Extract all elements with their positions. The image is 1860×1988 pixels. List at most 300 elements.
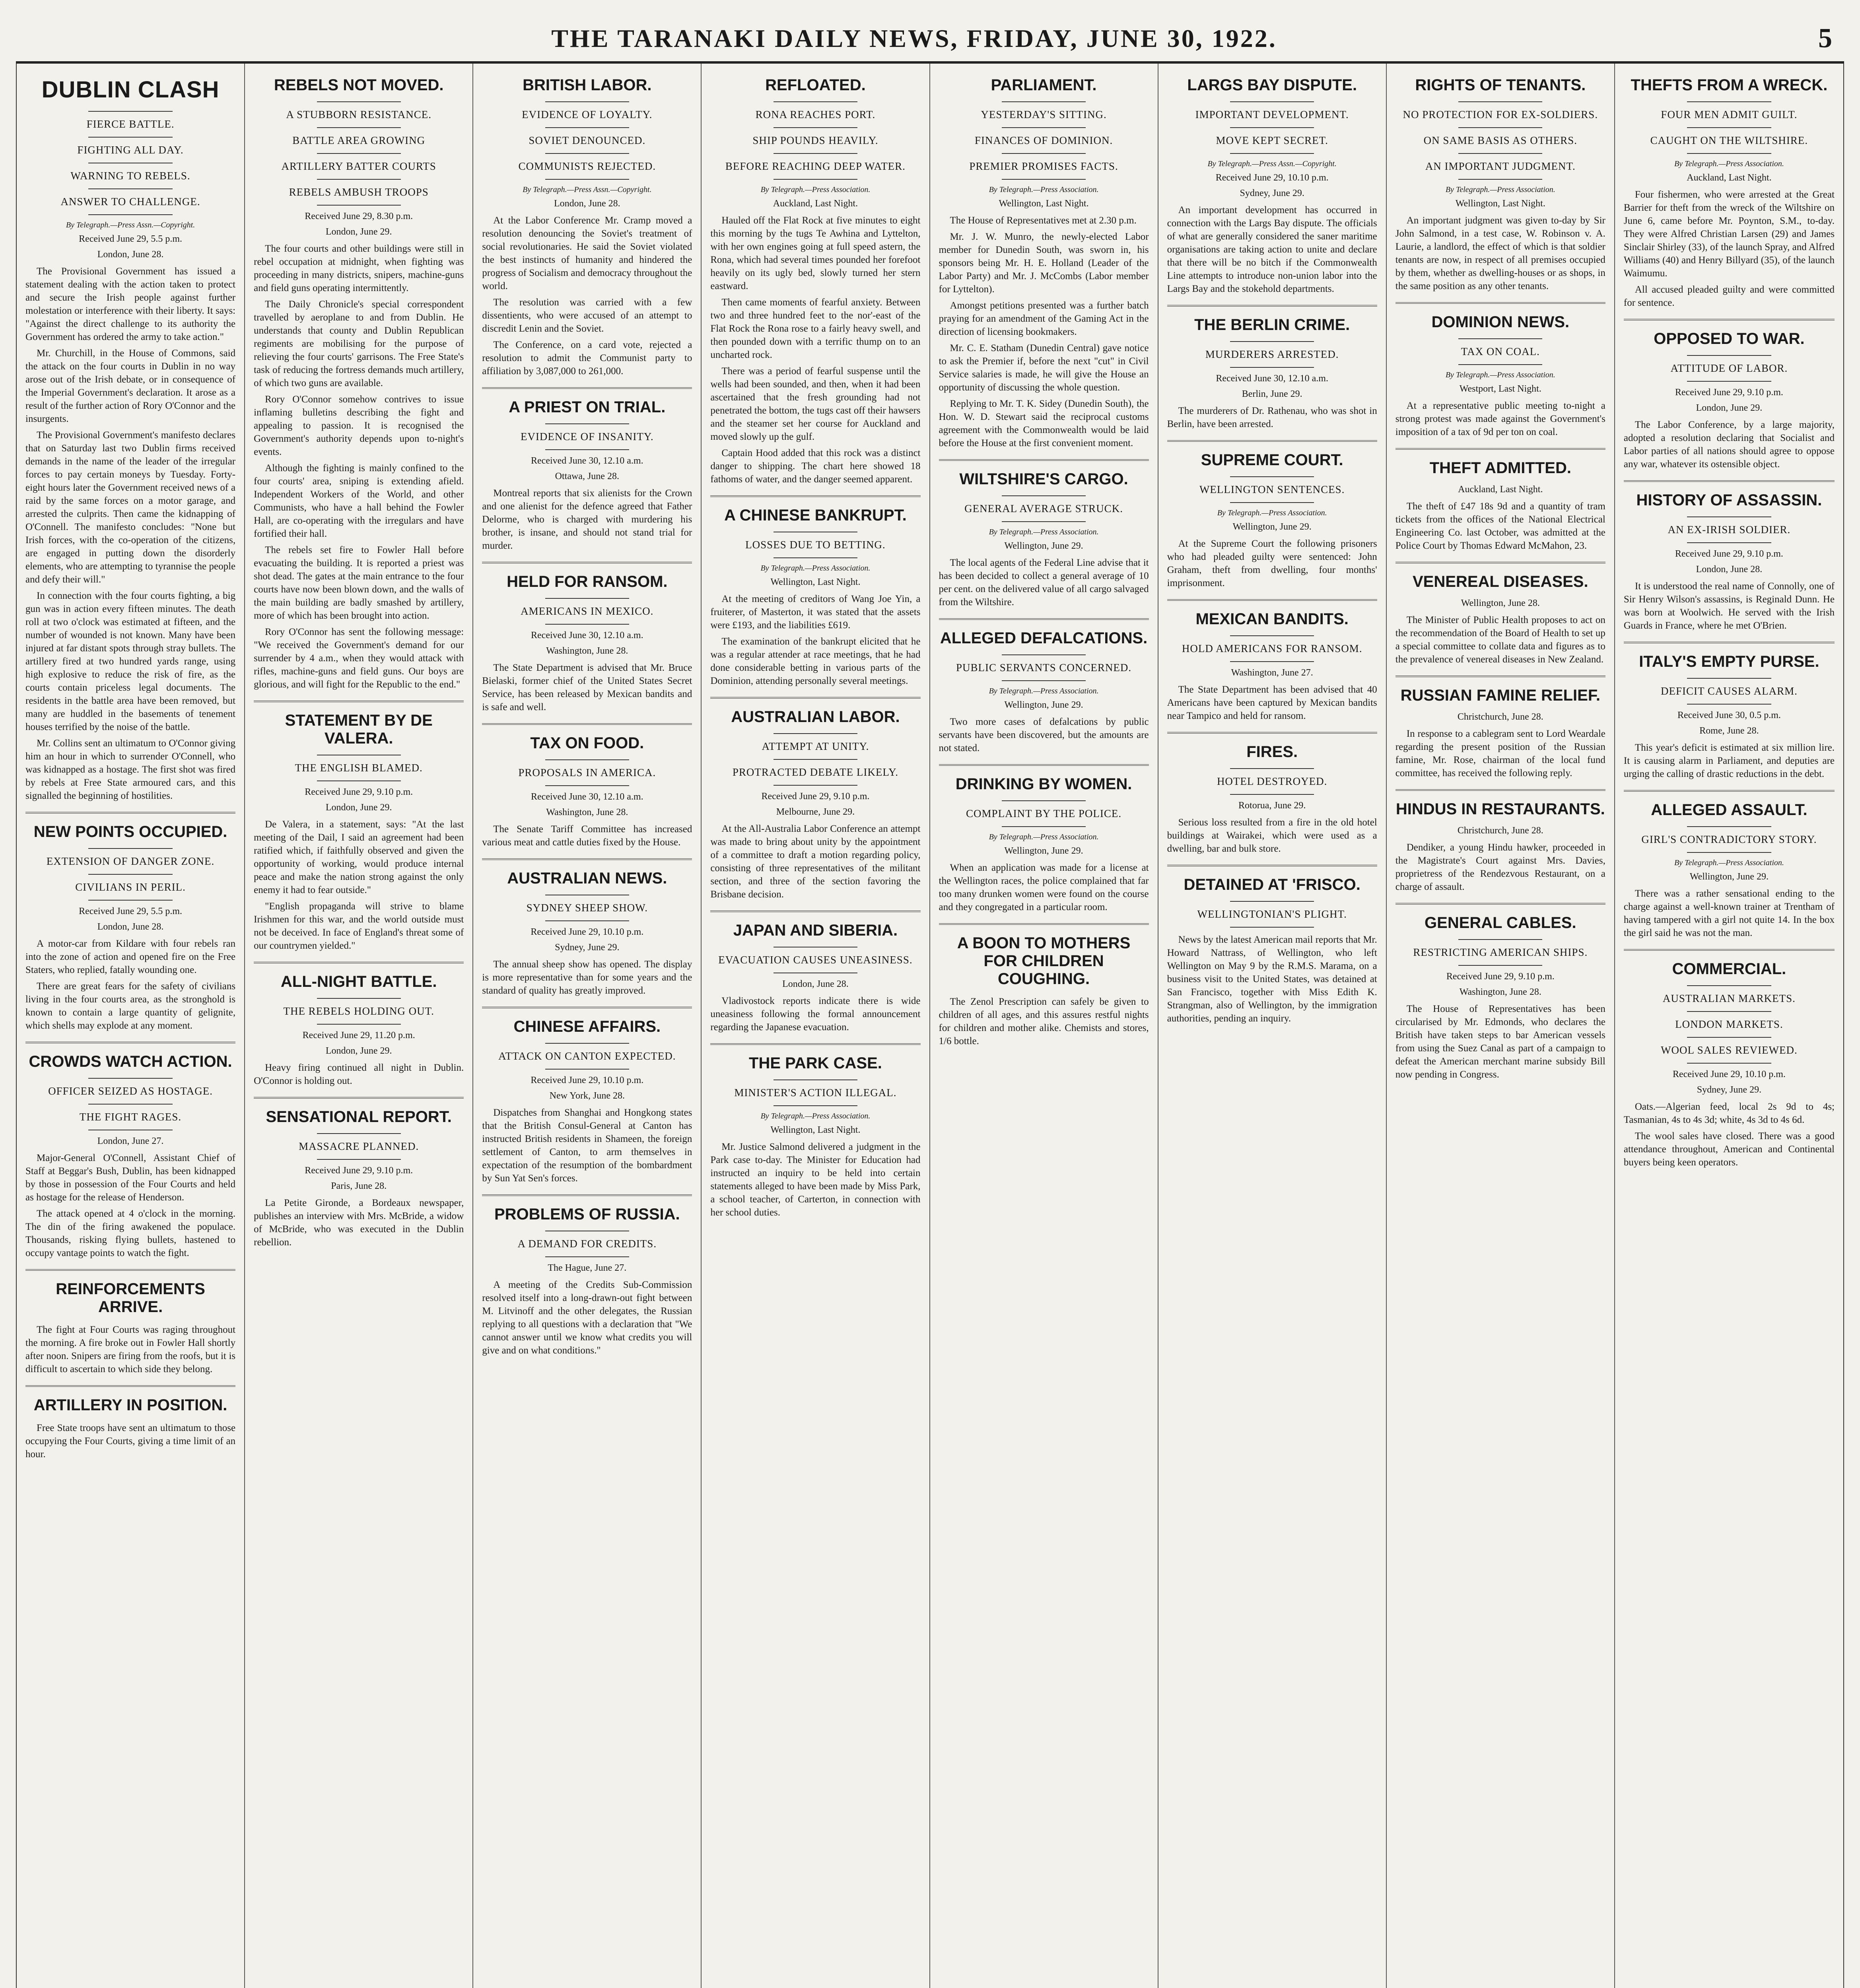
received-line: Received June 30, 0.5 p.m. [1677, 710, 1781, 720]
press-credit: By Telegraph.—Press Association. [760, 564, 871, 573]
article-divider [1624, 319, 1835, 320]
article-deck: RESTRICTING AMERICAN SHIPS. [1413, 946, 1588, 958]
article [1624, 642, 1835, 780]
article [1624, 76, 1835, 309]
article-paragraph: There was a rather sensational ending to the charge against a well-known trainer at Trentham of having tampered with a girl not quite 14. In the box the girl said he was not the man. [1623, 888, 1835, 938]
article-paragraph: The Zenol Prescription can safely be given to children of all ages, and this assures restful nights for children and mother alike. Chemists and stores, 1/6 bottle. [939, 996, 1149, 1046]
press-credit: By Telegraph.—Press Association. [989, 687, 1099, 695]
article-headline: OPPOSED TO WAR. [1654, 330, 1805, 348]
dateline: Wellington, June 29. [1004, 846, 1083, 856]
dateline: London, June 28. [97, 249, 164, 260]
dateline: Paris, June 28. [331, 1181, 387, 1191]
deck-rule [1002, 654, 1086, 655]
dateline: Wellington, Last Night. [1455, 198, 1545, 209]
article-divider [1167, 599, 1377, 601]
article-deck: COMMUNISTS REJECTED. [518, 160, 656, 172]
article-deck: FIGHTING ALL DAY. [77, 144, 184, 156]
article-paragraph: Montreal reports that six alienists for the Crown and one alienist for the defence agreed that Father Delorme, who is charged with murdering his brother, is insane, and should not stand trial for murder. [482, 488, 692, 551]
deck-rule [1687, 678, 1771, 679]
deck-rule [1687, 542, 1771, 543]
article [939, 764, 1149, 914]
article-divider [710, 911, 920, 912]
article-paragraph: A motor-car from Kildare with four rebels ran into the zone of action and opened fire on the Free Staters, who replied, fatally wounding one. [25, 938, 236, 975]
article [1167, 599, 1377, 722]
deck-rule [88, 1078, 172, 1079]
deck-rule [545, 423, 629, 424]
dateline: Melbourne, June 29. [776, 807, 855, 817]
article [1167, 76, 1377, 295]
dateline: Wellington, Last Night. [770, 1125, 861, 1135]
deck-rule [1687, 1037, 1771, 1038]
column-1 [17, 64, 245, 1988]
article-deck: PROPOSALS IN AMERICA. [518, 767, 656, 779]
article [1395, 676, 1605, 780]
deck-rule [1458, 153, 1542, 154]
article-deck: WELLINGTONIAN'S PLIGHT. [1197, 908, 1347, 920]
article-headline: JAPAN AND SIBERIA. [733, 922, 898, 939]
columns [16, 64, 1844, 1988]
article-paragraph: At the Supreme Court the following prisoners who had pleaded guilty were sentenced: John Graham, theft from dwelling, four months' imprisonment. [1167, 538, 1377, 588]
article-paragraph: A meeting of the Credits Sub-Commission resolved itself into a long-drawn-out fight between M. Litvinoff and the other delegates, the Russian replying to all questions with a declaration that "We cannot answer until we know what credits you will give and on what conditions." [482, 1279, 692, 1356]
article-paragraph: The theft of £47 18s 9d and a quantity of tram tickets from the offices of the National Electrical Engineering Co. last October, was admitted at the Police Court by Thomas Edward McMahon, 23. [1395, 501, 1605, 551]
dateline: Berlin, June 29. [1242, 389, 1302, 399]
received-line: Received June 29, 11.20 p.m. [302, 1030, 415, 1041]
article-paragraph: All accused pleaded guilty and were committed for sentence. [1623, 284, 1835, 308]
article-paragraph: The attack opened at 4 o'clock in the morning. The din of the firing awakened the populace. Thousands, risking flying bullets, hastened to occupy vantage points to watch the fight. [25, 1208, 236, 1258]
article-paragraph: At the meeting of creditors of Wang Joe Yin, a fruiterer, of Masterton, it was stated that the assets were £193, and the liabilities £619. [710, 594, 921, 631]
column-3 [473, 64, 702, 1988]
article-deck: BATTLE AREA GROWING [292, 134, 426, 146]
deck-rule [317, 153, 401, 154]
press-credit: By Telegraph.—Press Association. [1445, 185, 1555, 194]
dateline: Washington, June 28. [546, 807, 628, 817]
press-credit: By Telegraph.—Press Association. [1217, 509, 1327, 517]
article-paragraph: Heavy firing continued all night in Dublin. O'Connor is holding out. [254, 1062, 464, 1086]
article-divider [1395, 903, 1605, 905]
deck-rule [317, 780, 401, 781]
article-deck: MOVE KEPT SECRET. [1216, 134, 1328, 146]
deck-rule [545, 153, 629, 154]
article-deck: AUSTRALIAN MARKETS. [1662, 992, 1796, 1004]
deck-rule [1687, 127, 1771, 128]
deck-rule [774, 759, 857, 760]
article [1395, 789, 1605, 893]
article [1624, 790, 1835, 940]
deck-rule [1002, 179, 1086, 180]
article-deck: ATTITUDE OF LABOR. [1670, 362, 1788, 374]
article-deck: EVIDENCE OF LOYALTY. [522, 109, 653, 120]
article [939, 76, 1149, 450]
article [710, 911, 920, 1034]
deck-rule [1458, 179, 1542, 180]
article-paragraph: Rory O'Connor has sent the following message: "We received the Government's demand for our surrender by 4 a.m., when they would attack with rifles, machine-guns and field guns. Our boys are glorious, and will fight for the Republic to the end." [254, 627, 464, 690]
deck-rule [1002, 521, 1086, 522]
article-headline: FIRES. [1246, 743, 1298, 761]
received-line: Received June 30, 12.10 a.m. [531, 630, 643, 641]
article-headline: AUSTRALIAN NEWS. [507, 870, 667, 887]
deck-rule [317, 1159, 401, 1160]
article-divider [1395, 302, 1605, 304]
article [710, 76, 920, 486]
article-paragraph: At a representative public meeting to-night a strong protest was made against the Government's imposition of a tax of 9d per ton on coal. [1395, 400, 1605, 437]
article-divider [25, 1042, 235, 1043]
article-headline: A CHINESE BANKRUPT. [724, 507, 907, 524]
deck-rule [1230, 927, 1314, 928]
article-divider [939, 459, 1149, 461]
article-deck: ARTILLERY BATTER COURTS [281, 160, 436, 172]
deck-rule [545, 624, 629, 625]
dateline: Wellington, June 29. [1004, 541, 1083, 551]
deck-rule [1687, 826, 1771, 827]
deck-rule [1687, 381, 1771, 382]
received-line: Received June 29, 9.10 p.m. [305, 1165, 413, 1176]
article [939, 923, 1149, 1048]
article-divider [1395, 676, 1605, 677]
article-paragraph: Oats.—Algerian feed, local 2s 9d to 4s; Tasmanian, 4s to 4s 3d; white, 4s 3d to 4s 6d. [1623, 1101, 1835, 1125]
article-headline: THE PARK CASE. [749, 1054, 882, 1072]
article-divider [482, 387, 692, 389]
article [25, 76, 235, 802]
deck-rule [545, 785, 629, 786]
dateline: London, June 29. [325, 227, 392, 237]
deck-rule [774, 785, 857, 786]
deck-rule [88, 188, 172, 189]
article-divider [939, 764, 1149, 766]
article [1395, 302, 1605, 439]
article-paragraph: News by the latest American mail reports that Mr. Howard Nattrass, of Wellington, who left Wellington on May 9 by the R.M.S. Marama, on a business visit to the United States, was detained at San Francisco, together with Miss Edith K. Strangman, also of Wellington, by the immigration authorities, pending an inquiry. [1167, 934, 1377, 1024]
article-divider [710, 1043, 920, 1045]
article-deck: ON SAME BASIS AS OTHERS. [1423, 134, 1577, 146]
article-paragraph: This year's deficit is estimated at six million lire. It is causing alarm in Parliament, and deputies are urging the calling of drastic reductions in the debt. [1623, 742, 1835, 779]
article-deck: EXTENSION OF DANGER ZONE. [46, 855, 215, 867]
article [1167, 440, 1377, 590]
article-paragraph: The Provisional Government has issued a statement dealing with the action taken to protect and secure the Irish people against further molestation or interference with their liberty. It says: "Against the direct challenge to its authority the Government has ordered the army to take action." [25, 266, 236, 342]
deck-rule [545, 449, 629, 450]
article-deck: SOVIET DENOUNCED. [529, 134, 646, 146]
dateline: London, June 29. [325, 802, 392, 813]
article-paragraph: The Daily Chronicle's special correspondent travelled by aeroplane to and from Dublin. He understands that county and Dublin Republican regiments are mobilising for the purpose of relieving the four courts' garrisons. The Free State's task of reducing the fortress demands much artillery, of which two guns are available. [254, 299, 464, 388]
received-line: Received June 29, 9.10 p.m. [1675, 549, 1783, 559]
article [254, 1097, 464, 1249]
deck-rule [1687, 704, 1771, 705]
dateline: Sydney, June 29. [1240, 188, 1304, 198]
article-deck: ANSWER TO CHALLENGE. [60, 196, 200, 208]
deck-rule [1230, 768, 1314, 769]
article-paragraph: The State Department has been advised that 40 Americans have been captured by Mexican bandits near Tampico and held for ransom. [1167, 684, 1377, 721]
deck-rule [1002, 101, 1086, 102]
article [710, 697, 920, 901]
article-headline: CROWDS WATCH ACTION. [29, 1053, 232, 1070]
article-headline: BRITISH LABOR. [523, 76, 652, 94]
article [1167, 865, 1377, 1025]
article-divider [25, 1269, 235, 1271]
deck-rule [1002, 495, 1086, 496]
column-7 [1387, 64, 1615, 1988]
dateline: Sydney, June 29. [555, 942, 620, 953]
dateline: Auckland, Last Night. [1458, 484, 1543, 495]
deck-rule [1002, 680, 1086, 681]
article-paragraph: Mr. Justice Salmond delivered a judgment in the Park case to-day. The Minister for Education had instructed an inquiry to be held into certain statements alleged to have been made by Miss Park, a school teacher, of Carterton, in connection with her school duties. [710, 1142, 921, 1218]
article-paragraph: The Minister of Public Health proposes to act on the recommendation of the Board of Health to set up a special committee to collate data and figures as to the prevalence of venereal diseases in New Zealand. [1395, 615, 1605, 665]
article-deck: THE ENGLISH BLAMED. [295, 762, 423, 774]
column-8 [1615, 64, 1843, 1988]
press-credit: By Telegraph.—Press Association. [760, 185, 871, 194]
article-divider [1395, 789, 1605, 791]
press-credit: By Telegraph.—Press Association. [1674, 159, 1784, 168]
deck-rule [774, 179, 857, 180]
article-headline: DETAINED AT 'FRISCO. [1184, 876, 1361, 893]
article-paragraph: An important development has occurred in connection with the Largs Bay dispute. The officials of what are generally considered the saner maritime organisations are taking action to unite and declare that there will be no bitch if the Commonwealth Line attempts to introduce non-union labor into the Largs Bay and the stokehold departments. [1167, 205, 1377, 294]
article-divider [254, 1097, 464, 1099]
article-divider [1395, 562, 1605, 563]
article-headline: VENEREAL DISEASES. [1413, 573, 1588, 590]
article-paragraph: Amongst petitions presented was a further batch praying for an amendment of the Gaming Act in the direction of licensing bookmakers. [939, 300, 1149, 337]
article-paragraph: The House of Representatives has been circularised by Mr. Edmonds, who declares the British have taken steps to bar American vessels from using the Suez Canal as part of a campaign to defeat the American merchant marine subsidy Bill now pending in Congress. [1395, 1004, 1605, 1080]
article-headline: SENSATIONAL REPORT. [266, 1108, 452, 1126]
deck-rule [1230, 476, 1314, 477]
article-paragraph: The Senate Tariff Committee has increased various meat and cattle duties fixed by the House. [482, 824, 692, 848]
article-deck: FIERCE BATTLE. [86, 118, 175, 130]
article-paragraph: Dendiker, a young Hindu hawker, proceeded in the Magistrate's Court against Mrs. Davies, proprietress of the Rendezvous Restaurant, on a charge of assault. [1395, 842, 1605, 892]
deck-rule [1687, 852, 1771, 853]
article-deck: GENERAL AVERAGE STRUCK. [964, 503, 1123, 514]
article [254, 76, 464, 691]
received-line: Received June 29, 10.10 p.m. [1215, 173, 1329, 183]
article-paragraph: Although the fighting is mainly confined to the four courts' area, sniping is extending afield. Independent Workers of the World, and other Communists, who have a hall behind the Fowler Hall, are co-operating with the irregulars and have fortified their hall. [254, 463, 464, 539]
deck-rule [1002, 800, 1086, 801]
article-deck: A STUBBORN RESISTANCE. [286, 109, 432, 120]
deck-rule [1458, 965, 1542, 966]
deck-rule [545, 179, 629, 180]
article-headline: PARLIAMENT. [991, 76, 1097, 94]
article-paragraph: La Petite Gironde, a Bordeaux newspaper, publishes an interview with Mrs. McBride, a widow of McBride, who was executed in the Dublin rebellion. [254, 1198, 464, 1248]
article-divider [710, 495, 920, 497]
article-deck: LONDON MARKETS. [1675, 1018, 1783, 1030]
article-headline: STATEMENT BY DE VALERA. [285, 712, 433, 747]
article-headline: THEFTS FROM A WRECK. [1631, 76, 1828, 94]
article-paragraph: The Conference, on a card vote, rejected a resolution to admit the Communist party to affiliation by 3,087,000 to 261,000. [482, 340, 692, 377]
article [1395, 903, 1605, 1081]
press-credit: By Telegraph.—Press Association. [989, 528, 1099, 536]
column-2 [245, 64, 473, 1988]
article-headline: HISTORY OF ASSASSIN. [1636, 491, 1822, 509]
article-headline: DRINKING BY WOMEN. [955, 775, 1132, 793]
article-divider [1624, 790, 1835, 792]
deck-rule [1230, 341, 1314, 342]
article-deck: WARNING TO REBELS. [70, 170, 190, 182]
article-headline: NEW POINTS OCCUPIED. [33, 823, 227, 841]
article-paragraph: The four courts and other buildings were still in rebel occupation at midnight, when fighting was proceeding in many districts, snipers, machine-guns and field guns operating intermittently. [254, 243, 464, 293]
article-paragraph: At the Labor Conference Mr. Cramp moved a resolution denouncing the Soviet's treatment of social revolutionaries. He said the Soviet violated the best instincts of humanity and hindered the progress of Socialism and democracy throughout the world. [482, 215, 692, 291]
article-paragraph: The fight at Four Courts was raging throughout the morning. A fire broke out in Fowler Hall shortly after noon. Snipers are firing from the roofs, but it is difficult to ascertain to which side they belong. [25, 1324, 236, 1375]
article [25, 1042, 235, 1260]
article-paragraph: There was a period of fearful suspense until the wells had been sounded, and then, when it had been ascertained that the fresh grounding had not penetrated the bottom, the tugs cast off their hawsers and the steamer set her course for Auckland and moved slowly up the gulf. [710, 366, 921, 442]
deck-rule [545, 598, 629, 599]
deck-rule [1230, 127, 1314, 128]
article [1167, 305, 1377, 431]
masthead-title: THE TARANAKI DAILY NEWS, FRIDAY, JUNE 30, 1922. [551, 24, 1277, 52]
deck-rule [1230, 661, 1314, 662]
article-deck: EVIDENCE OF INSANITY. [520, 431, 654, 443]
received-line: Received June 29, 9.10 p.m. [1675, 387, 1783, 398]
deck-rule [1458, 364, 1542, 365]
article-divider [482, 1194, 692, 1196]
article-deck: AMERICANS IN MEXICO. [521, 605, 654, 617]
article-paragraph: The local agents of the Federal Line advise that it has been decided to collect a general average of 10 per cent. on the delivered value of all cargo salvaged from the Wiltshire. [939, 557, 1149, 608]
article-paragraph: Four fishermen, who were arrested at the Great Barrier for theft from the wreck of the Wiltshire on June 6, came before Mr. Poynton, S.M., to-day. They were Alfred Christian Larsen (29) and James Sinclair Shirley (33), of the launch Spray, and Alfred Williams (40) and Henry Billyard (35), of the launch Waimumu. [1623, 189, 1835, 279]
dateline: London, June 28. [782, 979, 849, 989]
article [482, 562, 692, 714]
received-line: Received June 30, 12.10 a.m. [1216, 373, 1328, 384]
dateline: London, June 28. [1696, 564, 1763, 575]
article-deck: HOLD AMERICANS FOR RANSOM. [1182, 643, 1362, 654]
article [482, 387, 692, 552]
dateline: Auckland, Last Night. [1687, 173, 1772, 183]
article-deck: ATTEMPT AT UNITY. [762, 740, 869, 752]
article [1624, 480, 1835, 632]
article-deck: SYDNEY SHEEP SHOW. [526, 902, 648, 914]
article-headline: A PRIEST ON TRIAL. [509, 398, 666, 416]
deck-rule [1458, 338, 1542, 339]
deck-rule [88, 874, 172, 875]
article-headline: AUSTRALIAN LABOR. [731, 708, 900, 726]
article-headline: SUPREME COURT. [1201, 451, 1343, 469]
article-paragraph: Mr. C. E. Statham (Dunedin Central) gave notice to ask the Premier if, before the next "cut" in Civil Service salaries is made, he will give the House an opportunity of discussing the whole question. [939, 343, 1149, 393]
article-deck: RONA REACHES PORT. [755, 109, 876, 120]
deck-rule [545, 101, 629, 102]
article-headline: REFLOATED. [765, 76, 866, 94]
dateline: Sydney, June 29. [1697, 1085, 1762, 1095]
article-divider [1624, 642, 1835, 643]
received-line: Received June 29, 10.10 p.m. [531, 1075, 644, 1085]
deck-rule [774, 153, 857, 154]
article-deck: THE FIGHT RAGES. [79, 1111, 182, 1123]
deck-rule [317, 127, 401, 128]
article-divider [1167, 865, 1377, 866]
article [482, 76, 692, 378]
article-paragraph: Then came moments of fearful anxiety. Between two and three hundred feet to the nor'-east of the Flat Rock the Rona rose to a fairly heavy swell, and then pounded down with a terrific thump on to an uncharted rock. [710, 297, 921, 360]
article-headline: ALL-NIGHT BATTLE. [280, 973, 437, 990]
deck-rule [317, 998, 401, 999]
received-line: Received June 29, 9.10 p.m. [1446, 971, 1555, 982]
received-line: Received June 29, 8.30 p.m. [305, 211, 413, 221]
dateline: Wellington, June 29. [1232, 522, 1312, 532]
article-deck: A DEMAND FOR CREDITS. [517, 1238, 657, 1250]
article-headline: ARTILLERY IN POSITION. [33, 1396, 227, 1414]
article-headline: CHINESE AFFAIRS. [513, 1018, 661, 1035]
article [482, 723, 692, 849]
article-paragraph: Serious loss resulted from a fire in the old hotel buildings at Wairakei, which were used as a dwelling, bar and bulk store. [1167, 817, 1377, 854]
deck-rule [1458, 101, 1542, 102]
article-deck: SHIP POUNDS HEAVILY. [752, 134, 878, 146]
dateline: Wellington, June 29. [1689, 872, 1769, 882]
dateline: New York, June 28. [549, 1091, 625, 1101]
article-headline: COMMERCIAL. [1672, 960, 1786, 978]
deck-rule [88, 137, 172, 138]
deck-rule [317, 1024, 401, 1025]
deck-rule [1002, 826, 1086, 827]
received-line: Received June 29, 5.5 p.m. [79, 906, 183, 916]
article-headline: THE BERLIN CRIME. [1194, 316, 1350, 334]
received-line: Received June 29, 9.10 p.m. [761, 791, 870, 802]
article-deck: EVACUATION CAUSES UNEASINESS. [718, 954, 913, 966]
press-credit: By Telegraph.—Press Assn.—Copyright. [66, 221, 195, 229]
article-paragraph: The House of Representatives met at 2.30 p.m. [950, 215, 1137, 226]
dateline: Wellington, June 29. [1004, 700, 1083, 710]
article-paragraph: In response to a cablegram sent to Lord Weardale regarding the present position of the Russian famine, Mr. Rose, chairman of the local fund committee, has received the following reply. [1395, 728, 1605, 779]
article-divider [482, 562, 692, 563]
column-5 [930, 64, 1158, 1988]
press-credit: By Telegraph.—Press Association. [989, 833, 1099, 841]
article-headline: DUBLIN CLASH [41, 77, 220, 103]
received-line: Received June 30, 12.10 a.m. [531, 456, 643, 466]
article-deck: THE REBELS HOLDING OUT. [283, 1005, 434, 1017]
article [482, 1194, 692, 1357]
article-paragraph: The wool sales have closed. There was a good attendance throughout, American and Continental buyers being keen operators. [1623, 1131, 1835, 1168]
press-credit: By Telegraph.—Press Association. [1445, 371, 1555, 379]
article-divider [482, 1007, 692, 1008]
article-paragraph: Replying to Mr. T. K. Sidey (Dunedin South), the Hon. W. D. Stewart said the reciprocal customs agreement with the Commonwealth would be laid before the House at the first convenient moment. [939, 398, 1149, 448]
deck-rule [1687, 1063, 1771, 1064]
article-paragraph: The rebels set fire to Fowler Hall before evacuating the building. It is reported a priest was shot dead. The gates at the main entrance to the four courts have now been blown down, and the walls of the main building are badly smashed by artillery, more of which has been brought into action. [254, 545, 464, 621]
deck-rule [774, 1079, 857, 1080]
deck-rule [1230, 794, 1314, 795]
press-credit: By Telegraph.—Press Assn.—Copyright. [1207, 159, 1337, 168]
article-divider [1167, 440, 1377, 442]
deck-rule [1687, 153, 1771, 154]
article-deck: YESTERDAY'S SITTING. [981, 109, 1107, 120]
dateline: Christchurch, June 28. [1457, 825, 1543, 836]
article-deck: FOUR MEN ADMIT GUILT. [1661, 109, 1798, 120]
deck-rule [774, 733, 857, 734]
received-line: Received June 29, 5.5 p.m. [79, 234, 183, 244]
article-paragraph: Mr. Churchill, in the House of Commons, said the attack on the four courts in Dublin in no way arose out of the Irish debate, or in consequence of the Imperial Government's declaration. It arose as a result of the further action of Rory O'Connor and the insurgents. [25, 348, 236, 424]
dateline: London, June 28. [97, 922, 164, 932]
article-deck: AN EX-IRISH SOLDIER. [1668, 524, 1791, 536]
article-paragraph: Rory O'Connor somehow contrives to issue inflaming bulletins describing the fight and appealing to passion. It is recognised the Government's authority depends upon to-night's events. [254, 394, 464, 457]
dateline: Washington, June 28. [546, 646, 628, 656]
article-deck: PREMIER PROMISES FACTS. [969, 160, 1118, 172]
article-paragraph: The Provisional Government's manifesto declares that on Saturday last two Dublin firms received demands in the name of the leader of the irregular forces to pay certain moneys by Tuesday. Forty-eight hours later the Government received news of a raid by the same forces on a motor garage, and arrested the culprits. Then came the kidnapping of O'Connell. The manifesto concludes: "None but Irish forces, with the co-operation of the citizens, are engaged in putting down the disorderly elements, who are attempting to tyrannise the people and defy their will." [25, 430, 236, 585]
deck-rule [1002, 127, 1086, 128]
article-deck: BEFORE REACHING DEEP WATER. [725, 160, 906, 172]
deck-rule [88, 1104, 172, 1105]
deck-rule [317, 205, 401, 206]
article [710, 495, 920, 687]
article [254, 962, 464, 1087]
article-paragraph: Mr. J. W. Munro, the newly-elected Labor member for Dunedin South, was sworn in, his sponsors being Mr. H. E. Holland (Leader of the Labor Party) and Mr. J. McCombs (Labor member for Lyttelton). [939, 231, 1149, 295]
article-paragraph: Mr. Collins sent an ultimatum to O'Connor giving him an hour in which to surrender O'Connell, who was kidnapped as a hostage. The first shot was fired by rebels at Free State armoured cars, and this signalled the beginning of hostilities. [25, 738, 236, 801]
article-headline: A BOON TO MOTHERS FOR CHILDREN COUGHING. [957, 934, 1131, 988]
article-divider [25, 812, 235, 813]
article-paragraph: "English propaganda will strive to blame Irishmen for this war, and the world outside must not be deceived. In face of England's threat some of our countrymen yielded." [254, 901, 464, 951]
deck-rule [1687, 1011, 1771, 1012]
deck-rule [1458, 939, 1542, 940]
article-deck: WELLINGTON SENTENCES. [1199, 483, 1345, 495]
article-deck: MASSACRE PLANNED. [299, 1140, 419, 1152]
deck-rule [88, 848, 172, 849]
deck-rule [545, 759, 629, 760]
article-paragraph: When an application was made for a license at the Wellington races, the police complained that far too many drunken women were found on the course and they congregated in a particular room. [939, 862, 1149, 912]
received-line: Received June 29, 9.10 p.m. [305, 787, 413, 797]
article-deck: WOOL SALES REVIEWED. [1661, 1044, 1798, 1056]
article-deck: LOSSES DUE TO BETTING. [745, 539, 886, 551]
article [482, 1007, 692, 1185]
article [1624, 949, 1835, 1169]
article-headline: RIGHTS OF TENANTS. [1415, 76, 1586, 94]
deck-rule [1230, 101, 1314, 102]
article-paragraph: An important judgment was given to-day by Sir John Salmond, in a test case, W. Robinson v. A. Laurie, a landlord, the effect of which is that soldier tenants are now, in respect of all premises occupied by them, whether as dwelling-houses or as shops, in the same position as any other tenants. [1395, 215, 1605, 291]
